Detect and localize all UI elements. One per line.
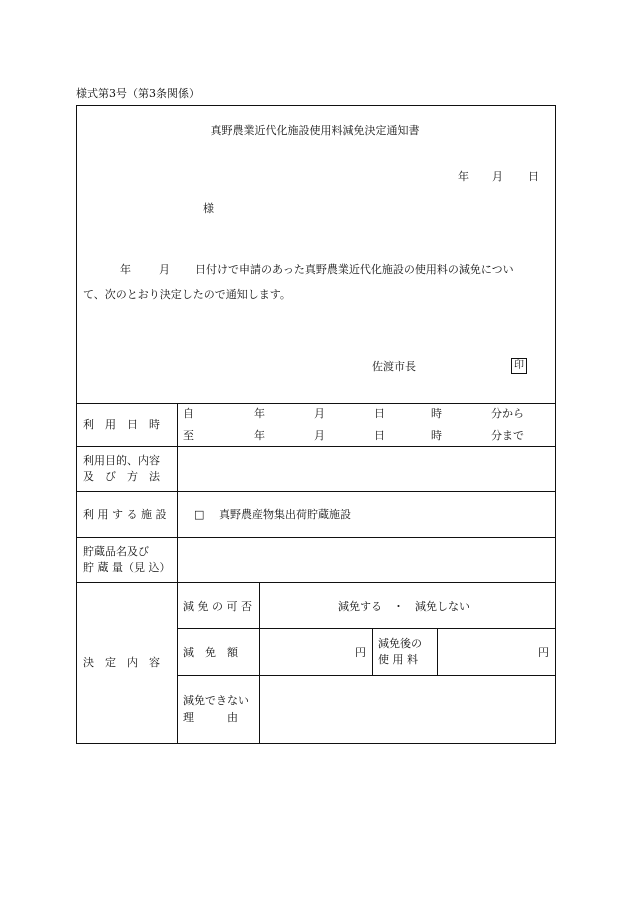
addressee-suffix: 様	[203, 202, 214, 215]
divider-amount	[177, 675, 556, 676]
reason-label-2: 理 由	[183, 711, 238, 724]
divider-purpose	[76, 491, 556, 492]
from-month: 月	[314, 407, 325, 420]
date-day: 日	[528, 170, 539, 183]
storage-label-2: 貯 蔵 量（見 込）	[83, 561, 171, 574]
divider-datetime	[76, 446, 556, 447]
col-divider-sub	[259, 582, 260, 743]
purpose-label-1: 利用目的、内容	[83, 454, 160, 467]
to-prefix: 至	[183, 429, 194, 442]
from-hour: 時	[431, 407, 442, 420]
to-year: 年	[254, 429, 265, 442]
divider-notice	[76, 403, 556, 404]
purpose-field[interactable]	[180, 450, 552, 488]
divider-facility	[76, 537, 556, 538]
body-month: 月	[159, 263, 170, 276]
facility-checkbox[interactable]: □	[194, 508, 205, 521]
after-label-2: 使 用 料	[378, 653, 418, 666]
from-year: 年	[254, 407, 265, 420]
purpose-label-2: 及 び 方 法	[83, 470, 160, 483]
facility-name: 真野農産物集出荷貯蔵施設	[219, 508, 351, 521]
seal-mark: 印	[511, 358, 527, 374]
after-label-1: 減免後の	[378, 637, 422, 650]
after-yen: 円	[538, 646, 549, 659]
from-minute: 分から	[491, 407, 524, 420]
approval-label: 減 免 の 可 否	[183, 600, 252, 613]
date-month: 月	[492, 170, 503, 183]
from-day: 日	[374, 407, 385, 420]
form-number: 様式第3号（第3条関係）	[76, 87, 200, 100]
to-minute: 分まで	[491, 429, 524, 442]
to-day: 日	[374, 429, 385, 442]
body-line2: て、次のとおり決定したので通知します。	[83, 288, 291, 301]
divider-storage	[76, 582, 556, 583]
signer: 佐渡市長	[372, 360, 416, 373]
from-prefix: 自	[183, 407, 194, 420]
body-line1: 日付けで申請のあった真野農業近代化施設の使用料の減免につい	[195, 263, 514, 276]
col-divider-after-label-right	[437, 628, 438, 675]
notice-title: 真野農業近代化施設使用料減免決定通知書	[210, 124, 420, 137]
usage-datetime-label: 利 用 日 時	[83, 418, 160, 431]
date-year: 年	[458, 170, 469, 183]
body-year: 年	[120, 263, 131, 276]
storage-label-1: 貯蔵品名及び	[83, 545, 149, 558]
col-divider-main	[177, 403, 178, 743]
divider-approval	[177, 628, 556, 629]
reason-label-1: 減免できない	[183, 694, 249, 707]
to-hour: 時	[431, 429, 442, 442]
storage-field[interactable]	[180, 541, 552, 579]
decision-label: 決 定 内 容	[83, 656, 160, 669]
facility-label: 利 用 す る 施 設	[83, 508, 167, 521]
amount-label: 減 免 額	[183, 646, 238, 659]
to-month: 月	[314, 429, 325, 442]
amount-yen: 円	[355, 646, 366, 659]
col-divider-after-label-left	[372, 628, 373, 675]
approval-value: 減免する ・ 減免しない	[338, 600, 470, 613]
reason-field[interactable]	[262, 679, 552, 739]
